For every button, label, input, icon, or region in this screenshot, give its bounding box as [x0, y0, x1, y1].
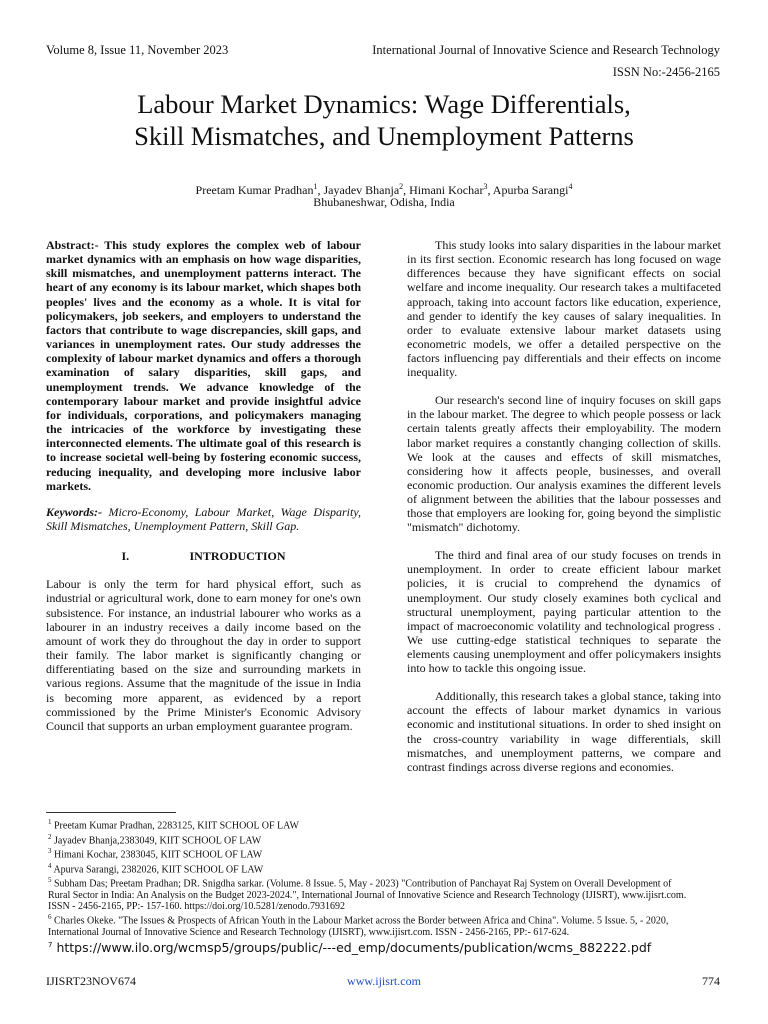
footnote-text: Apurva Sarangi, 2382026, KIIT SCHOOL OF LAW — [51, 863, 264, 875]
body-paragraph: This study looks into salary disparities in the labour market in its first section. Economic research has long focused on wage differences because they have significant effects on social welfare and income inequality. Our research takes a multifaceted approach, taking into account factors like education, experience, and gender to identify the key causes of salary inequalities. In order to evaluate extensive labour market datasets using econometric models, we offer a detailed perspective on the factors influencing pay differentials and their effects on income inequality. — [407, 238, 721, 380]
footnote-marker: 3 — [48, 847, 52, 856]
author-superscript: 2 — [399, 182, 404, 191]
footnote-6 — [48, 912, 688, 938]
footnote-marker: 2 — [48, 832, 52, 841]
footnote-divider — [46, 812, 176, 813]
footnote-3 — [48, 846, 688, 861]
footnote-7 — [48, 940, 688, 953]
intro-paragraph: Labour is only the term for hard physical effort, such as industrial or agricultural work, done to earn money for one's own subsistence. For instance, an industrial labourer who works as a labourer in an industry receives a daily income based on the amount of work they do throughout the day in order to support their family. The labor market is significantly changing or differentiating based on the size and surrounding markets in various regions. Assume that the magnitude of the issue in India is becoming more apparent, as evidenced by a report commissioned by the Prime Minister's Economic Advisory Council that supports an urban employment guarantee program. — [46, 577, 361, 733]
footnote-marker: 7 — [48, 940, 53, 949]
author-list: Preetam Kumar Pradhan$^1$, Jayadev Bhanja$^2$, Himani Kochar$^3$, Apurba Sarangi$^4$ — [195, 182, 573, 197]
right-column — [407, 238, 721, 787]
footnote-2 — [48, 832, 688, 847]
journal-website-link[interactable]: www.ijisrt.com — [347, 974, 421, 988]
footnote-text: Himani Kochar, 2383045, KIIT SCHOOL OF LAW — [51, 849, 263, 861]
author-superscript: 1 — [313, 182, 318, 191]
author-name: Jayadev Bhanja — [323, 183, 400, 197]
footnote-1 — [48, 817, 688, 832]
abstract-text: Abstract:- This study explores the complex web of labour market dynamics with an emphasis on how wage disparities, skill mismatches, and unemployment patterns interact. The heart of any economy is its labour market, which shapes both peoples' lives and the economy as a whole. It is vital for policymakers, job seekers, and employers to understand the factors that contribute to wage discrepancies, skill gaps, and variances in unemployment rates. Our study addresses the complexity of labour market dynamics and offers a thorough examination of salary disparities, skill gaps, and unemployment trends. We advance knowledge of the contemporary labour market and provide insightful advice for individuals, corporations, and policymakers managing the intricacies of the workforce by investigating these interconnected elements. The ultimate goal of this research is to increase societal well-being by fostering economic success, reducing inequality, and developing more inclusive labor markets. — [46, 238, 361, 493]
footnote-text: Preetam Kumar Pradhan, 2283125, KIIT SCHOOL OF LAW — [51, 820, 299, 832]
page-number: 774 — [702, 974, 720, 988]
footnote-text: Jayadev Bhanja,2383049, KIIT SCHOOL OF LAW — [51, 834, 262, 846]
keywords — [46, 505, 361, 533]
body-paragraph: Additionally, this research takes a global stance, taking into account the effects of labour market dynamics in various economic and institutional situations. In order to shed insight on the cross-country variability in wage differentials, skill mismatches, and unemployment patterns, we compare and contrast findings across diverse regions and economies. — [407, 689, 721, 774]
footnotes — [48, 817, 688, 953]
body-paragraph: Our research's second line of inquiry focuses on skill gaps in the labour market. The degree to which people possess or lack certain talents greatly affects their employability. The modern labor market requires a constantly changing collection of skills. We look at the causes and effects of skill mismatches, considering how it affects people, businesses, and overall economic production. Our analysis examines the different levels of alignment between the abilities that the labour possesses and those that employers are looking for, going beyond the simplistic "mismatch" dichotomy. — [407, 393, 721, 535]
section-heading — [46, 549, 361, 563]
footnote-link[interactable]: https://www.ilo.org/wcmsp5/groups/public/---ed_emp/documents/publication/wcms_882222.pdf — [52, 939, 652, 955]
author-superscript: 3 — [483, 182, 488, 191]
paper-title-line2: Skill Mismatches, and Unemployment Patterns — [134, 121, 634, 151]
footnote-marker: 6 — [48, 913, 52, 922]
author-name: Himani Kochar — [409, 183, 484, 197]
paper-title-line1: Labour Market Dynamics: Wage Differentials, — [137, 89, 631, 119]
left-column — [46, 238, 361, 733]
footnote-text: Charles Okeke. "The Issues & Prospects of African Youth in the Labour Market across the Border between Africa and China". Volume. 5 Issue. 5, - 2020, International Journal of Innovative Science and Research Technology (IJISRT), www.ijisrt.com. ISSN - 2456-2165, PP:- 617-624. — [48, 915, 669, 938]
journal-volume: Volume 8, Issue 11, November 2023 — [46, 43, 229, 57]
author-affiliation: Bhubaneshwar, Odisha, India — [313, 195, 455, 209]
keywords-label: Keywords:- — [46, 504, 102, 519]
author-name: Apurba Sarangi — [492, 183, 569, 197]
keywords-text: Micro-Economy, Labour Market, Wage Disparity, Skill Mismatches, Unemployment Pattern, Skill Gap. — [46, 504, 361, 533]
section-title: INTRODUCTION — [189, 549, 286, 564]
footnote-5 — [48, 875, 688, 912]
paper-title — [40, 88, 728, 152]
body-paragraph: The third and final area of our study focuses on trends in unemployment. In order to create efficient labour market policies, it is crucial to comprehend the dynamics of unemployment. Our study closely examines both cyclical and structural unemployment, paying particular attention to the impact of macroeconomic volatility and technological progress . We use cutting-edge statistical techniques to separate the elements causing unemployment and offer policymakers insights into how to tackle this ongoing issue. — [407, 548, 721, 676]
journal-name: International Journal of Innovative Science and Research Technology — [372, 43, 720, 57]
footnote-marker: 4 — [48, 861, 52, 870]
section-number: I. — [121, 549, 130, 564]
footnote-marker: 1 — [48, 818, 52, 826]
footnote-text: Subham Das; Preetam Pradhan; DR. Snigdha sarkar. (Volume. 8 Issue. 5, May - 2023) "Contribution of Panchayat Raj System on Overall Development of Rural Sector in India: An Analysis on the Budget 2023-2024.", International Journal of Innovative Science and Research Technology (IJISRT), www.ijisrt.com. ISSN - 2456-2165, PP:- 157-160. https://doi.org/10.5281/zenodo.7931692 — [48, 878, 687, 912]
author-superscript: 4 — [568, 182, 573, 191]
paper-id: IJISRT23NOV674 — [46, 974, 136, 988]
footnote-4 — [48, 861, 688, 876]
footnote-marker: 5 — [48, 876, 52, 885]
author-name: Preetam Kumar Pradhan — [195, 183, 314, 197]
journal-issn: ISSN No:-2456-2165 — [612, 65, 720, 79]
